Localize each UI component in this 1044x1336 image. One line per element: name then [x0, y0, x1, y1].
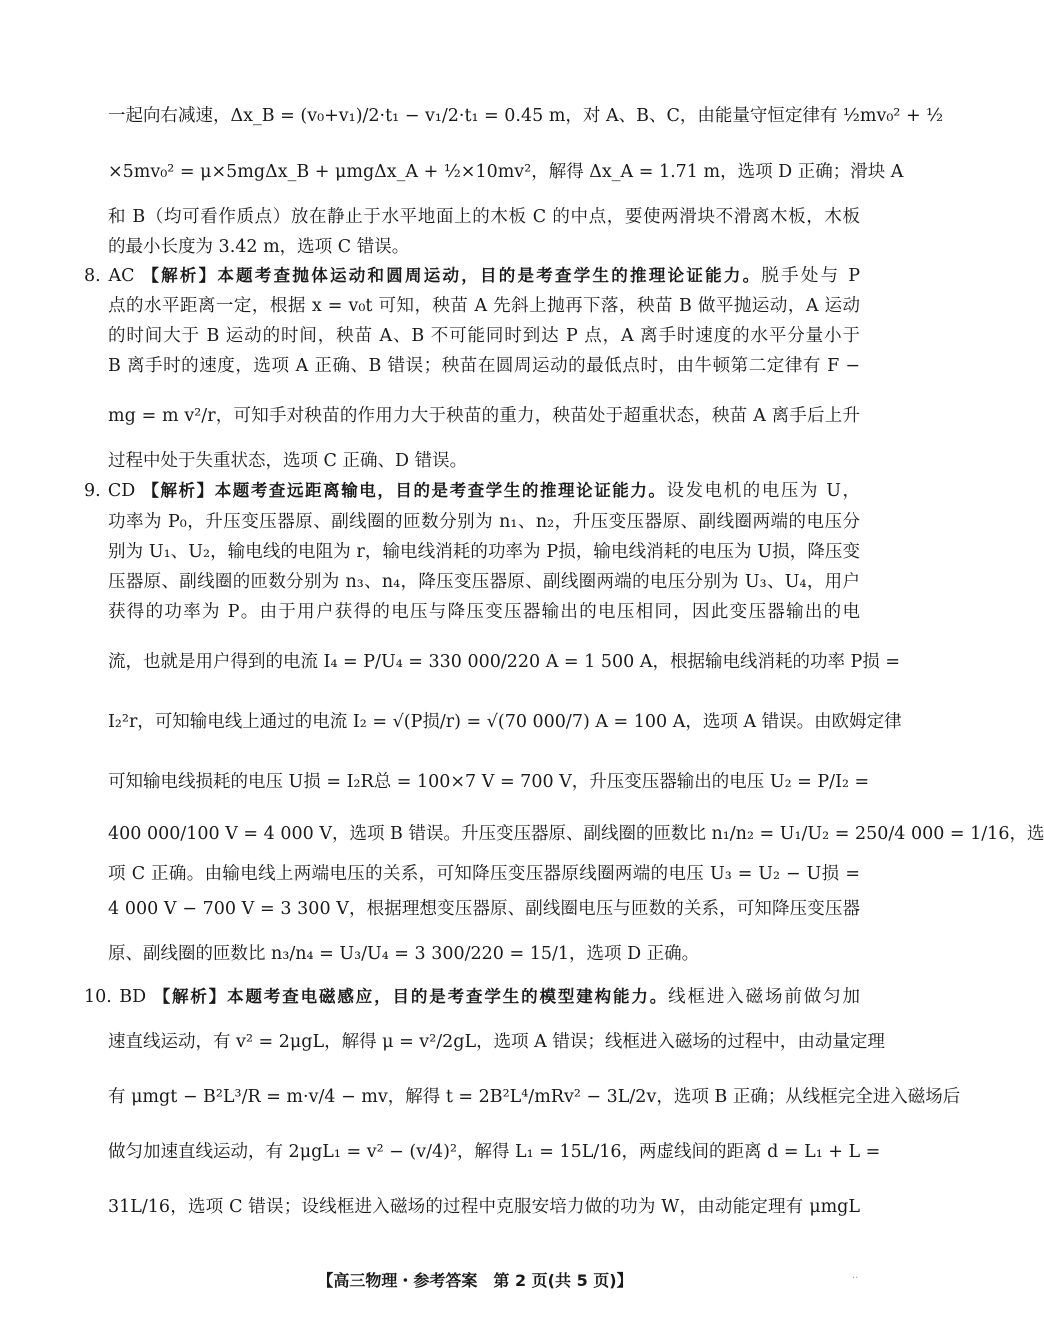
line-text: 可知输电线损耗的电压 U损 = I₂R总 = 100×7 V = 700 V，升压变压器输出的电压 U₂ = P/I₂ = — [108, 772, 870, 792]
page-footer: 【高三物理・参考答案 第 2 页(共 5 页)】 — [317, 1271, 633, 1290]
text-line — [108, 235, 860, 259]
text-line — [108, 324, 860, 348]
line-text: 一起向右减速，Δx_B = (v₀+v₁)/2·t₁ − v₁/2·t₁ = 0.45 m，对 A、B、C，由能量守恒定律有 ½mv₀² + ½ — [108, 106, 944, 126]
analysis-heading: 【解析】本题考查远距离输电，目的是考查学生的推理论证能力。 — [142, 481, 667, 500]
text-line — [108, 540, 860, 564]
line-text: 点的水平距离一定，根据 x = v₀t 可知，秧苗 A 先斜上抛再下落，秧苗 B 做平抛运动，A 运动 — [108, 296, 860, 316]
text-line — [108, 862, 860, 886]
text-line — [108, 600, 860, 624]
line-text: 过程中处于失重状态，选项 C 正确、D 错误。 — [108, 451, 468, 471]
text-line — [108, 942, 860, 966]
text-line — [84, 264, 860, 288]
text-line — [108, 1030, 885, 1054]
line-text: 获得的功率为 P。由于用户获得的电压与降压变压器输出的电压相同，因此变压器输出的电 — [108, 602, 860, 622]
line-text: 400 000/100 V = 4 000 V，选项 B 错误。升压变压器原、副线圈的匝数比 n₁/n₂ = U₁/U₂ = 250/4 000 = 1/16，选 — [108, 824, 1044, 844]
line-text: 做匀加速直线运动，有 2μgL₁ = v² − (v/4)²，解得 L₁ = 15L/16，两虚线间的距离 d = L₁ + L = — [108, 1142, 881, 1162]
line-text: 线框进入磁场前做匀加 — [668, 987, 860, 1007]
text-line — [108, 160, 904, 184]
line-text: mg = m v²/r，可知手对秧苗的作用力大于秧苗的重力，秧苗处于超重状态，秧苗 A 离手后上升 — [108, 406, 860, 426]
text-line — [108, 294, 860, 318]
line-text: 4 000 V − 700 V = 3 300 V，根据理想变压器原、副线圈电压与匝数的关系，可知降压变压器 — [108, 899, 860, 919]
line-text: 别为 U₁、U₂，输电线的电阻为 r，输电线消耗的功率为 P损，输电线消耗的电压为 U损，降压变 — [108, 542, 860, 562]
text-line — [108, 1140, 881, 1164]
text-line — [84, 985, 860, 1009]
text-line — [108, 770, 870, 794]
line-text: 31L/16，选项 C 错误；设线框进入磁场的过程中克服安培力做的功为 W，由动能定理有 μmgL — [108, 1197, 860, 1217]
line-text: ×5mv₀² = μ×5mgΔx_B + μmgΔx_A + ½×10mv²，解得 Δx_A = 1.71 m，选项 D 正确；滑块 A — [108, 162, 904, 182]
text-line — [108, 822, 1044, 846]
analysis-heading: 【解析】本题考查抛体运动和圆周运动，目的是考查学生的推理论证能力。 — [142, 266, 762, 285]
text-line — [108, 205, 860, 229]
line-text: 和 B（均可看作质点）放在静止于水平地面上的木板 C 的中点，要使两滑块不滑离木板，木板 — [108, 207, 860, 227]
line-text: 脱手处与 P — [761, 266, 860, 286]
question-number: 9. CD — [84, 481, 136, 501]
line-text: 的最小长度为 3.42 m，选项 C 错误。 — [108, 237, 410, 257]
line-text: 设发电机的电压为 U， — [666, 481, 861, 501]
text-line — [108, 570, 860, 594]
question-number: 8. AC — [84, 266, 135, 286]
text-line — [108, 1085, 961, 1109]
text-line — [84, 479, 860, 503]
text-line — [108, 354, 860, 378]
line-text: 流，也就是用户得到的电流 I₄ = P/U₄ = 330 000/220 A = 1 500 A，根据输电线消耗的功率 P损 = — [108, 652, 901, 672]
line-text: 速直线运动，有 v² = 2μgL，解得 μ = v²/2gL，选项 A 错误；线框进入磁场的过程中，由动量定理 — [108, 1032, 885, 1052]
text-line — [108, 710, 902, 734]
question-number: 10. BD — [84, 987, 147, 1007]
analysis-heading: 【解析】本题考查电磁感应，目的是考查学生的模型建构能力。 — [153, 987, 669, 1006]
text-line — [108, 1195, 860, 1219]
text-line — [108, 897, 860, 921]
line-text: 功率为 P₀，升压变压器原、副线圈的匝数分别为 n₁、n₂，升压变压器原、副线圈两端的电压分 — [108, 512, 860, 532]
footer-marks: ·· — [852, 1273, 859, 1284]
line-text: B 离手时的速度，选项 A 正确、B 错误；秧苗在圆周运动的最低点时，由牛顿第二定律有 F − — [108, 356, 860, 376]
line-text: 原、副线圈的匝数比 n₃/n₄ = U₃/U₄ = 3 300/220 = 15/1，选项 D 正确。 — [108, 944, 700, 964]
text-line — [108, 449, 860, 473]
text-line — [108, 510, 860, 534]
line-text: 项 C 正确。由输电线上两端电压的关系，可知降压变压器原线圈两端的电压 U₃ = U₂ − U损 = — [108, 864, 860, 884]
text-line — [108, 404, 860, 428]
line-text: 压器原、副线圈的匝数分别为 n₃、n₄，降压变压器原、副线圈两端的电压分别为 U₃、U₄，用户 — [108, 572, 860, 592]
text-line — [108, 104, 944, 128]
text-line — [108, 650, 901, 674]
line-text: 的时间大于 B 运动的时间，秧苗 A、B 不可能同时到达 P 点，A 离手时速度的水平分量小于 — [108, 326, 860, 346]
line-text: 有 μmgt − B²L³/R = m·v/4 − mv，解得 t = 2B²L⁴/mRv² − 3L/2v，选项 B 正确；从线框完全进入磁场后 — [108, 1087, 961, 1107]
line-text: I₂²r，可知输电线上通过的电流 I₂ = √(P损/r) = √(70 000/7) A = 100 A，选项 A 错误。由欧姆定律 — [108, 712, 902, 732]
